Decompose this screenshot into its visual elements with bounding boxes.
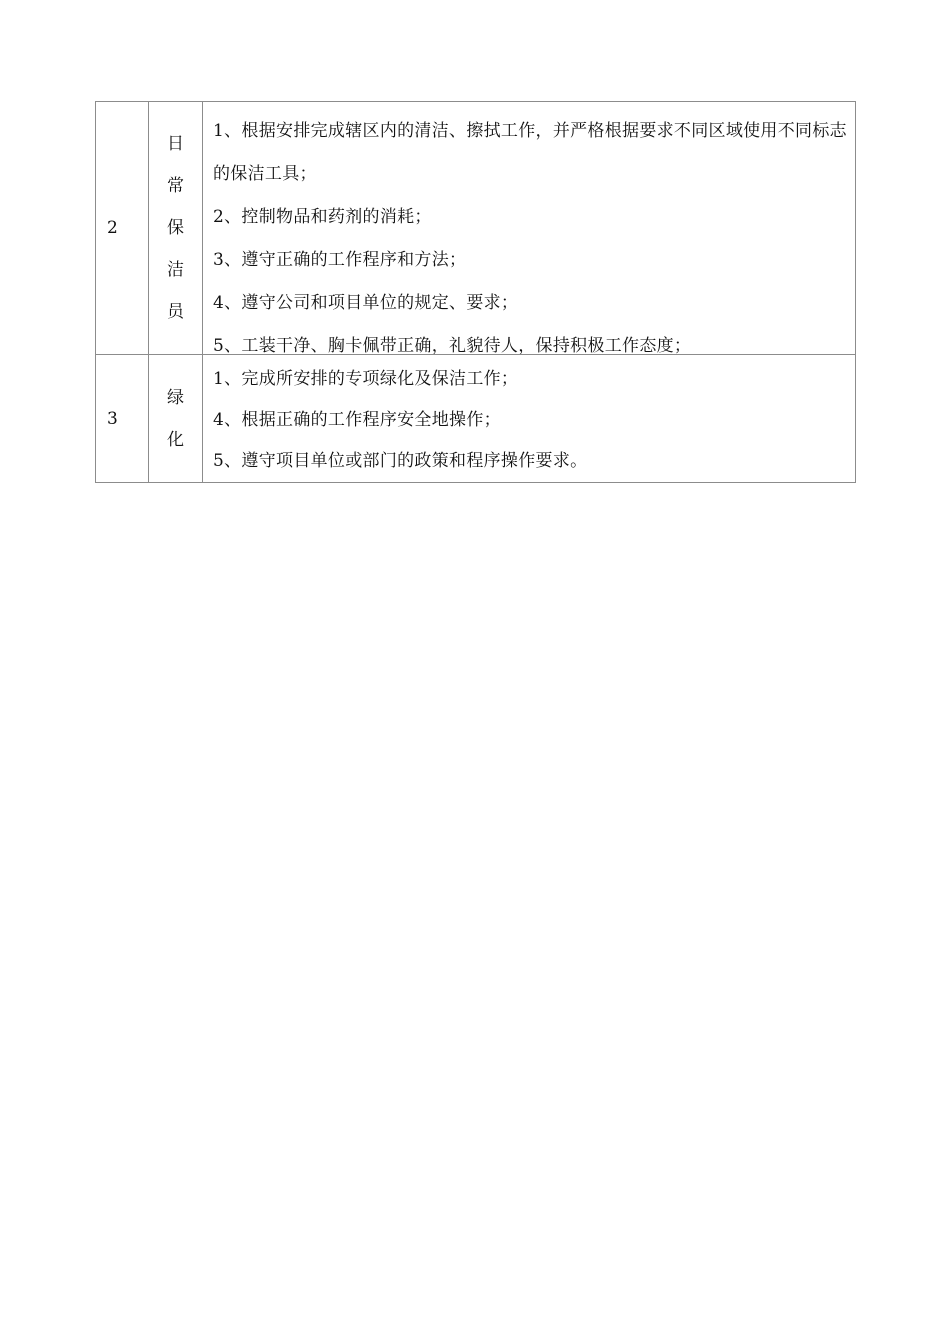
duty-item: 5、工装干净、胸卡佩带正确，礼貌待人，保持积极工作态度； — [213, 336, 692, 354]
role-name — [149, 102, 203, 355]
duty-item: 5、遵守项目单位或部门的政策和程序操作要求。 — [213, 451, 588, 471]
role-char: 保 — [167, 218, 184, 238]
row-number: 3 — [96, 355, 149, 483]
role-char: 员 — [167, 302, 184, 322]
role-char: 化 — [167, 429, 184, 450]
table-row — [96, 355, 856, 483]
duty-list — [203, 102, 856, 355]
duty-item: 2、控制物品和药剂的消耗； — [213, 207, 432, 227]
duty-item: 1、根据安排完成辖区内的清洁、擦拭工作，并严格根据要求不同区域使用不同标志的保洁工具； — [213, 121, 847, 184]
duty-table — [95, 101, 856, 483]
role-char: 日 — [167, 134, 184, 154]
duty-item: 4、遵守公司和项目单位的规定、要求； — [213, 293, 519, 313]
role-char: 洁 — [167, 260, 184, 280]
duty-item: 3、遵守正确的工作程序和方法； — [213, 250, 467, 270]
role-name — [149, 355, 203, 483]
duty-list — [203, 355, 856, 483]
row-number: 2 — [96, 102, 149, 355]
duty-item: 1、完成所安排的专项绿化及保洁工作； — [213, 369, 519, 389]
role-char: 绿 — [167, 387, 184, 408]
table-row — [96, 102, 856, 355]
role-char: 常 — [167, 176, 184, 196]
duty-item: 4、根据正确的工作程序安全地操作； — [213, 410, 501, 430]
